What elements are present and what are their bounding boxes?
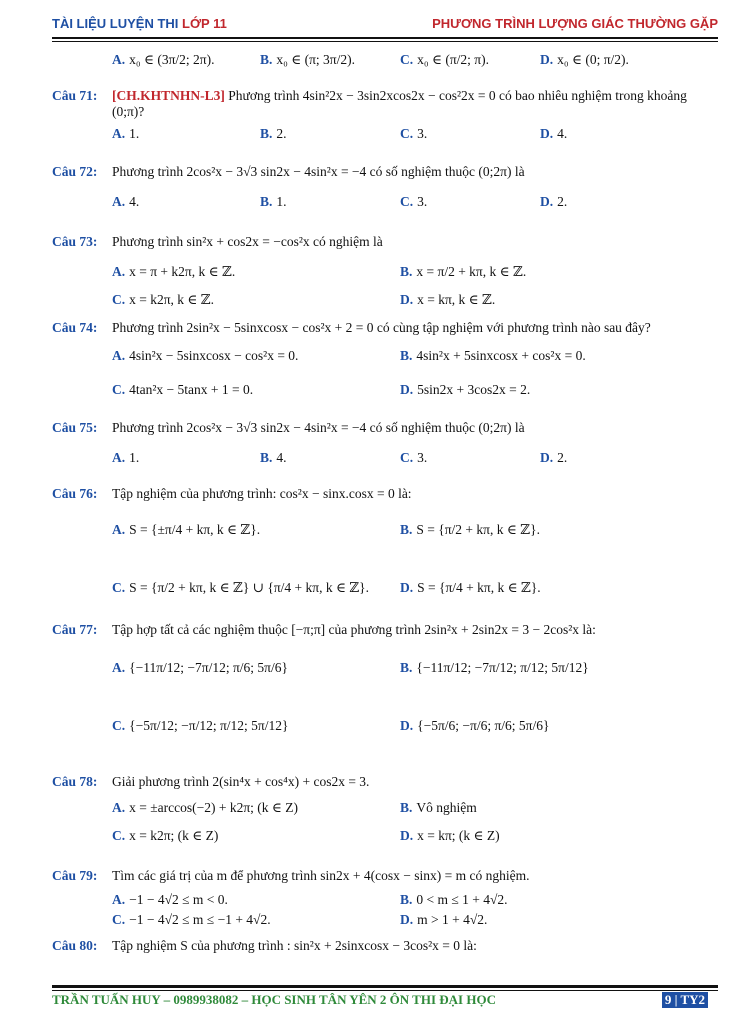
question-text: Phương trình 2cos²x − 3√3 sin2x − 4sin²x = −4 có số nghiệm thuộc (0;2π) là xyxy=(112,164,525,179)
question-number: Câu 79: xyxy=(52,868,98,883)
option-b: B. x₀ ∈ (π; 3π/2). xyxy=(260,52,355,67)
option-b: B. {−11π/12; −7π/12; π/12; 5π/12} xyxy=(400,660,589,676)
page-footer xyxy=(52,992,718,1010)
question-text: Giải phương trình 2(sin⁴x + cos⁴x) + cos2x = 3. xyxy=(112,774,370,789)
footer-author: TRẦN TUẤN HUY – 0989938082 – HỌC SINH TÂN YÊN 2 ÔN THI ĐẠI HỌC xyxy=(52,992,496,1007)
question-number: Câu 76: xyxy=(52,486,98,501)
option-a: A. 4. xyxy=(112,194,140,210)
option-d: D. x = kπ, k ∈ ℤ. xyxy=(400,292,496,308)
option-b: B. 4. xyxy=(260,450,287,466)
question-text: Tập nghiệm của phương trình: cos²x − sinx.cosx = 0 là: xyxy=(112,486,412,501)
option-c: C. x = k2π, k ∈ ℤ. xyxy=(112,292,215,308)
option-a: A. −1 − 4√2 ≤ m < 0. xyxy=(112,892,228,908)
question-text: Phương trình 2sin²x − 5sinxcosx − cos²x + 2 = 0 có cùng tập nghiệm với phương trình nào sau đây? xyxy=(112,320,651,335)
question-text: [CH.KHTNHN-L3] Phương trình 4sin²2x − 3sin2xcos2x − cos²2x = 0 có bao nhiêu nghiệm trong khoảng (0;π)? xyxy=(112,88,687,120)
question-75 xyxy=(52,420,718,470)
question-number: Câu 74: xyxy=(52,320,98,335)
question-number: Câu 71: xyxy=(52,88,98,103)
question-text: Phương trình sin²x + cos2x = −cos²x có nghiệm là xyxy=(112,234,383,249)
option-d: D. m > 1 + 4√2. xyxy=(400,912,488,928)
question-80 xyxy=(52,938,718,954)
option-b: B. 0 < m ≤ 1 + 4√2. xyxy=(400,892,508,908)
question-number: Câu 73: xyxy=(52,234,98,249)
question-number: Câu 72: xyxy=(52,164,98,179)
option-c: C. 4tan²x − 5tanx + 1 = 0. xyxy=(112,382,254,398)
footer-rule xyxy=(52,985,718,988)
question-78 xyxy=(52,774,718,850)
prev-question-options xyxy=(52,50,718,72)
question-number: Câu 78: xyxy=(52,774,98,789)
option-c: C. 3. xyxy=(400,194,428,210)
option-a: A. 1. xyxy=(112,126,140,142)
option-c: C. 3. xyxy=(400,126,428,142)
option-a: A. {−11π/12; −7π/12; π/6; 5π/6} xyxy=(112,660,288,676)
option-d: D. {−5π/6; −π/6; π/6; 5π/6} xyxy=(400,718,550,734)
option-a: A. x = π + k2π, k ∈ ℤ. xyxy=(112,264,236,280)
footer-rule-thin xyxy=(52,990,718,991)
option-d: D. x = kπ; (k ∈ Z) xyxy=(400,828,500,844)
question-text: Tập hợp tất cả các nghiệm thuộc [−π;π] của phương trình 2sin²x + 2sin2x = 3 − 2cos²x là: xyxy=(112,622,596,637)
header-grade: LỚP 11 xyxy=(182,16,227,31)
option-b: B. Vô nghiệm xyxy=(400,800,477,816)
option-c: C. −1 − 4√2 ≤ m ≤ −1 + 4√2. xyxy=(112,912,271,928)
option-c: C. x = k2π; (k ∈ Z) xyxy=(112,828,219,844)
header-rule xyxy=(52,37,718,39)
option-c: C. 3. xyxy=(400,450,428,466)
question-text: Tập nghiệm S của phương trình : sin²x + 2sinxcosx − 3cos²x = 0 là: xyxy=(112,938,477,953)
option-c: C. x₀ ∈ (π/2; π). xyxy=(400,52,489,67)
header-title-left xyxy=(52,16,227,31)
option-c: C. {−5π/12; −π/12; π/12; 5π/12} xyxy=(112,718,289,734)
option-a: A. x = ±arccos(−2) + k2π; (k ∈ Z) xyxy=(112,800,299,816)
option-d: D. 2. xyxy=(540,194,568,210)
question-79 xyxy=(52,868,718,932)
option-a: A. S = {±π/4 + kπ, k ∈ ℤ}. xyxy=(112,522,261,538)
question-77 xyxy=(52,622,718,770)
question-71 xyxy=(52,88,718,146)
question-76 xyxy=(52,486,718,606)
question-text: Phương trình 2cos²x − 3√3 sin2x − 4sin²x = −4 có số nghiệm thuộc (0;2π) là xyxy=(112,420,525,435)
question-source: [CH.KHTNHN-L3] xyxy=(112,88,225,103)
option-d: D. 4. xyxy=(540,126,568,142)
option-d: D. 2. xyxy=(540,450,568,466)
page-number: 9 | TY2 xyxy=(662,992,708,1008)
question-72 xyxy=(52,164,718,214)
header-doc-type: TÀI LIỆU LUYỆN THI xyxy=(52,16,182,31)
header-topic: PHƯƠNG TRÌNH LƯỢNG GIÁC THƯỜNG GẶP xyxy=(432,16,718,31)
question-number: Câu 75: xyxy=(52,420,98,435)
option-a: A. 1. xyxy=(112,450,140,466)
question-number: Câu 80: xyxy=(52,938,98,953)
option-b: B. x = π/2 + kπ, k ∈ ℤ. xyxy=(400,264,527,280)
option-b: B. S = {π/2 + kπ, k ∈ ℤ}. xyxy=(400,522,540,538)
question-number: Câu 77: xyxy=(52,622,98,637)
header-rule-thin xyxy=(52,41,718,42)
option-d: D. 5sin2x + 3cos2x = 2. xyxy=(400,382,531,398)
page-header xyxy=(52,14,718,36)
option-d: D. x₀ ∈ (0; π/2). xyxy=(540,52,629,67)
question-74 xyxy=(52,320,718,404)
question-73 xyxy=(52,234,718,306)
option-d: D. S = {π/4 + kπ, k ∈ ℤ}. xyxy=(400,580,541,596)
option-b: B. 1. xyxy=(260,194,287,210)
question-text: Tìm các giá trị của m để phương trình sin2x + 4(cosx − sinx) = m có nghiệm. xyxy=(112,868,530,883)
option-b: B. 4sin²x + 5sinxcosx + cos²x = 0. xyxy=(400,348,586,364)
option-b: B. 2. xyxy=(260,126,287,142)
option-a: A. 4sin²x − 5sinxcosx − cos²x = 0. xyxy=(112,348,299,364)
option-a: A. x₀ ∈ (3π/2; 2π). xyxy=(112,52,215,67)
option-c: C. S = {π/2 + kπ, k ∈ ℤ} ∪ {π/4 + kπ, k ∈ ℤ}. xyxy=(112,580,370,596)
